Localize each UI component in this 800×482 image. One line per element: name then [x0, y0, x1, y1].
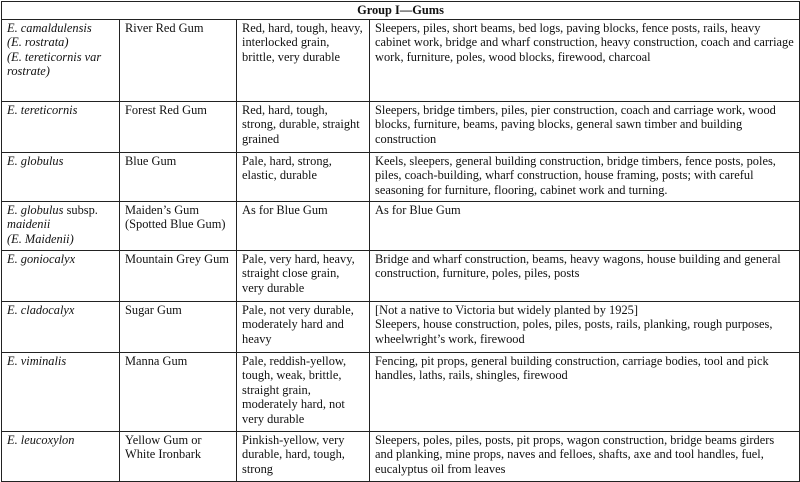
uses-cell: Bridge and wharf construction, beams, heavy wagons, house building and general construction, furniture, poles, piles, posts [370, 250, 800, 301]
table-row [2, 301, 800, 352]
properties-cell: Red, hard, tough, strong, durable, straight grained [237, 101, 370, 152]
table-row [2, 152, 800, 201]
species-name: E. cladocalyx [7, 302, 75, 317]
properties-cell: As for Blue Gum [237, 201, 370, 250]
species-name: E. globulus [7, 202, 64, 217]
uses-cell: Sleepers, poles, piles, posts, pit props, wagon construction, bridge beams girders and planking, mine props, naves and felloes, shafts, axe and tool handles, fuel, eucalyptus oil from leaves [370, 431, 800, 481]
species-cell [2, 250, 120, 301]
common-name-cell: Mountain Grey Gum [120, 250, 237, 301]
species-cell [2, 352, 120, 431]
table-row [2, 431, 800, 481]
gums-table [1, 1, 800, 482]
species-cell [2, 431, 120, 481]
species-synonym: rostrate) [7, 64, 50, 79]
table-title: Group I—Gums [2, 2, 800, 20]
uses-cell: Fencing, pit props, general building construction, carriage bodies, tool and pick handles, laths, rails, shingles, firewood [370, 352, 800, 431]
common-name-cell: Manna Gum [120, 352, 237, 431]
table-title-row [2, 2, 800, 20]
uses-cell: As for Blue Gum [370, 201, 800, 250]
common-name-cell: Forest Red Gum [120, 101, 237, 152]
species-subspecies: maidenii [7, 217, 51, 232]
species-name: E. leucoxylon [7, 432, 75, 447]
uses-cell [370, 301, 800, 352]
uses-text: Sleepers, house construction, poles, piles, posts, rails, planking, rough purposes, wheelwright’s work, firewood [375, 317, 773, 346]
species-name: E. goniocalyx [7, 251, 76, 266]
species-rank: subsp. [66, 202, 98, 217]
species-cell [2, 301, 120, 352]
properties-cell: Pale, very hard, heavy, straight close grain, very durable [237, 250, 370, 301]
species-synonym: (E. tereticornis var [7, 49, 102, 64]
common-name-cell: Blue Gum [120, 152, 237, 201]
properties-cell: Pale, reddish-yellow, tough, weak, brittle, straight grain, moderately hard, not very durable [237, 352, 370, 431]
table-row [2, 201, 800, 250]
species-cell [2, 19, 120, 101]
common-name-cell: River Red Gum [120, 19, 237, 101]
uses-cell: Sleepers, bridge timbers, piles, pier construction, coach and carriage work, wood blocks, furniture, beams, paving blocks, general sawn timber and building construction [370, 101, 800, 152]
uses-cell: Sleepers, piles, short beams, bed logs, paving blocks, fence posts, rails, heavy cabinet work, bridge and wharf construction, heavy construction, coach and carriage work, furniture, poles, wood blocks, firewood, charcoal [370, 19, 800, 101]
species-name: E. viminalis [7, 353, 67, 368]
species-name: E. globulus [7, 153, 64, 168]
common-name-cell: Yellow Gum or White Ironbark [120, 431, 237, 481]
species-name: E. camaldulensis [7, 20, 92, 35]
common-name-cell: Maiden’s Gum (Spotted Blue Gum) [120, 201, 237, 250]
table-row [2, 250, 800, 301]
species-cell [2, 152, 120, 201]
species-cell [2, 201, 120, 250]
table-row [2, 352, 800, 431]
species-synonym: (E. Maidenii) [7, 231, 74, 246]
properties-cell: Red, hard, tough, heavy, interlocked grain, brittle, very durable [237, 19, 370, 101]
properties-cell: Pale, not very durable, moderately hard and heavy [237, 301, 370, 352]
properties-cell: Pinkish-yellow, very durable, hard, tough, strong [237, 431, 370, 481]
uses-cell: Keels, sleepers, general building construction, bridge timbers, fence posts, poles, piles, coach-building, wharf construction, house framing, posts; with careful seasoning for furniture, flooring, cabinet work and turning. [370, 152, 800, 201]
common-name-cell: Sugar Gum [120, 301, 237, 352]
properties-cell: Pale, hard, strong, elastic, durable [237, 152, 370, 201]
table-row [2, 19, 800, 101]
species-cell [2, 101, 120, 152]
table-row [2, 101, 800, 152]
uses-note: [Not a native to Victoria but widely planted by 1925] [375, 302, 638, 317]
species-name: E. tereticornis [7, 102, 78, 117]
species-synonym: (E. rostrata) [7, 35, 69, 50]
